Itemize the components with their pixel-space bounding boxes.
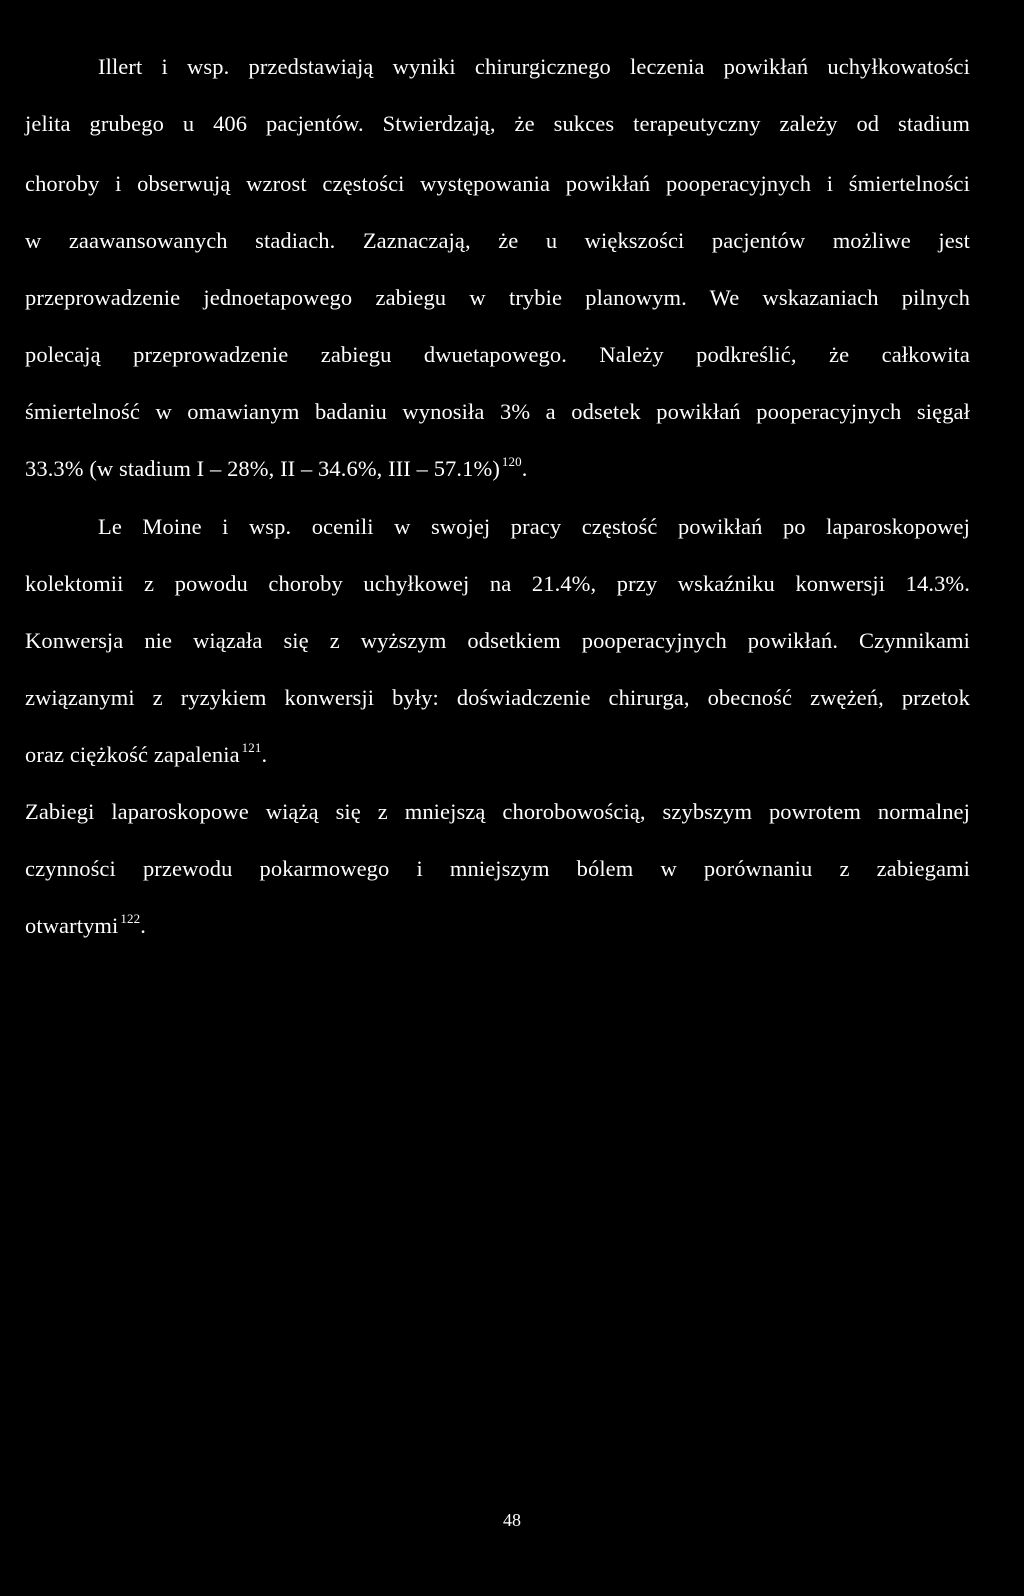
text-span: oraz ciężkość zapalenia — [25, 742, 240, 767]
text-line: Le Moine i wsp. ocenili w swojej pracy częstość powikłań po laparoskopowej — [98, 514, 970, 539]
text-span: . — [521, 456, 528, 481]
text-line — [25, 455, 970, 483]
text-line: Illert i wsp. przedstawiają wyniki chirurgicznego leczenia powikłań uchyłkowatości — [98, 54, 970, 79]
text-line: jelita grubego u 406 pacjentów. Stwierdzają, że sukces terapeutyczny zależy od stadium — [25, 111, 970, 136]
text-span: 33.3% (w stadium I – 28%, II – 34.6%, III – 57.1%) — [25, 456, 500, 481]
reference-superscript: 121 — [241, 739, 262, 755]
text-line: związanymi z ryzykiem konwersji były: doświadczenie chirurga, obecność zwężeń, przetok — [25, 685, 970, 710]
text-line: polecają przeprowadzenie zabiegu dwuetapowego. Należy podkreślić, że całkowita — [25, 342, 970, 367]
text-line — [25, 741, 970, 769]
text-line: Konwersja nie wiązała się z wyższym odsetkiem pooperacyjnych powikłań. Czynnikami — [25, 628, 970, 653]
text-span: . — [140, 913, 146, 938]
text-line: choroby i obserwują wzrost częstości występowania powikłań pooperacyjnych i śmiertelności — [25, 171, 970, 196]
text-line: śmiertelność w omawianym badaniu wynosiła 3% a odsetek powikłań pooperacyjnych sięgał — [25, 399, 970, 424]
text-line: czynności przewodu pokarmowego i mniejszym bólem w porównaniu z zabiegami — [25, 856, 970, 881]
text-line: przeprowadzenie jednoetapowego zabiegu w trybie planowym. We wskazaniach pilnych — [25, 285, 970, 310]
reference-superscript: 120 — [501, 453, 522, 469]
page-number: 48 — [503, 1510, 521, 1530]
reference-superscript: 122 — [120, 910, 141, 926]
text-line: Zabiegi laparoskopowe wiążą się z mniejszą chorobowością, szybszym powrotem normalnej — [25, 799, 970, 824]
text-line: w zaawansowanych stadiach. Zaznaczają, że u większości pacjentów możliwe jest — [25, 228, 970, 253]
text-span: . — [261, 742, 268, 767]
text-line — [25, 912, 970, 940]
text-span: otwartymi — [25, 913, 119, 938]
text-line: kolektomii z powodu choroby uchyłkowej na 21.4%, przy wskaźniku konwersji 14.3%. — [25, 571, 970, 596]
